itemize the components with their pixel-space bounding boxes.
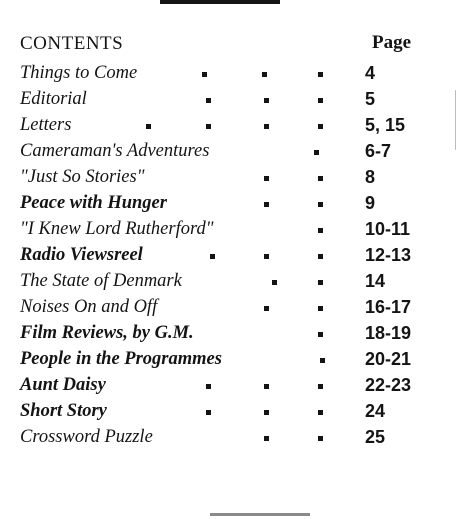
next-section-fragment <box>210 513 310 516</box>
toc-entry-title: Cameraman's Adventures <box>20 141 210 161</box>
toc-entry-title: Letters <box>20 115 72 135</box>
table-of-contents <box>20 62 440 452</box>
toc-entry-page: 12-13 <box>365 245 412 265</box>
toc-entry <box>20 62 440 88</box>
toc-entry-page: 16-17 <box>365 297 412 317</box>
toc-entry-page: 22-23 <box>365 375 412 395</box>
leader-dots <box>20 176 440 186</box>
toc-entry <box>20 88 440 114</box>
toc-entry <box>20 140 440 166</box>
toc-entry <box>20 400 440 426</box>
toc-entry <box>20 374 440 400</box>
toc-entry-page: 20-21 <box>365 349 412 369</box>
toc-entry-title: People in the Programmes <box>20 349 222 369</box>
toc-entry <box>20 426 440 452</box>
toc-entry <box>20 114 440 140</box>
toc-entry-title: Crossword Puzzle <box>20 427 153 447</box>
toc-entry-page: 25 <box>365 427 386 447</box>
toc-entry <box>20 218 440 244</box>
top-rule <box>160 0 280 4</box>
toc-entry <box>20 244 440 270</box>
toc-entry-title: Peace with Hunger <box>20 193 167 213</box>
toc-entry-page: 6-7 <box>365 141 392 161</box>
toc-entry-page: 5 <box>365 89 376 109</box>
toc-entry-page: 8 <box>365 167 376 187</box>
leader-dots <box>20 202 440 212</box>
toc-entry-title: Film Reviews, by G.M. <box>20 323 194 343</box>
toc-entry-title: Aunt Daisy <box>20 375 106 395</box>
toc-entry-page: 4 <box>365 63 376 83</box>
toc-entry <box>20 322 440 348</box>
toc-entry-title: The State of Denmark <box>20 271 182 291</box>
page-column-label: Page <box>372 32 412 53</box>
toc-entry-title: "Just So Stories" <box>20 167 145 187</box>
toc-entry-title: Noises On and Off <box>20 297 158 317</box>
toc-entry <box>20 296 440 322</box>
toc-entry <box>20 270 440 296</box>
toc-entry <box>20 166 440 192</box>
toc-entry-title: Editorial <box>20 89 87 109</box>
toc-entry <box>20 348 440 374</box>
contents-title: CONTENTS <box>20 33 124 54</box>
leader-dots <box>20 72 440 82</box>
toc-entry-page: 5, 15 <box>365 115 406 135</box>
toc-entry <box>20 192 440 218</box>
toc-entry-page: 9 <box>365 193 376 213</box>
toc-entry-title: "I Knew Lord Rutherford" <box>20 219 214 239</box>
toc-entry-page: 10-11 <box>365 219 411 239</box>
toc-entry-title: Radio Viewsreel <box>20 245 143 265</box>
toc-entry-page: 14 <box>365 271 386 291</box>
toc-entry-page: 24 <box>365 401 386 421</box>
leader-dots <box>20 98 440 108</box>
contents-header <box>20 33 425 59</box>
toc-entry-page: 18-19 <box>365 323 412 343</box>
toc-entry-title: Short Story <box>20 401 107 421</box>
toc-entry-title: Things to Come <box>20 63 138 83</box>
